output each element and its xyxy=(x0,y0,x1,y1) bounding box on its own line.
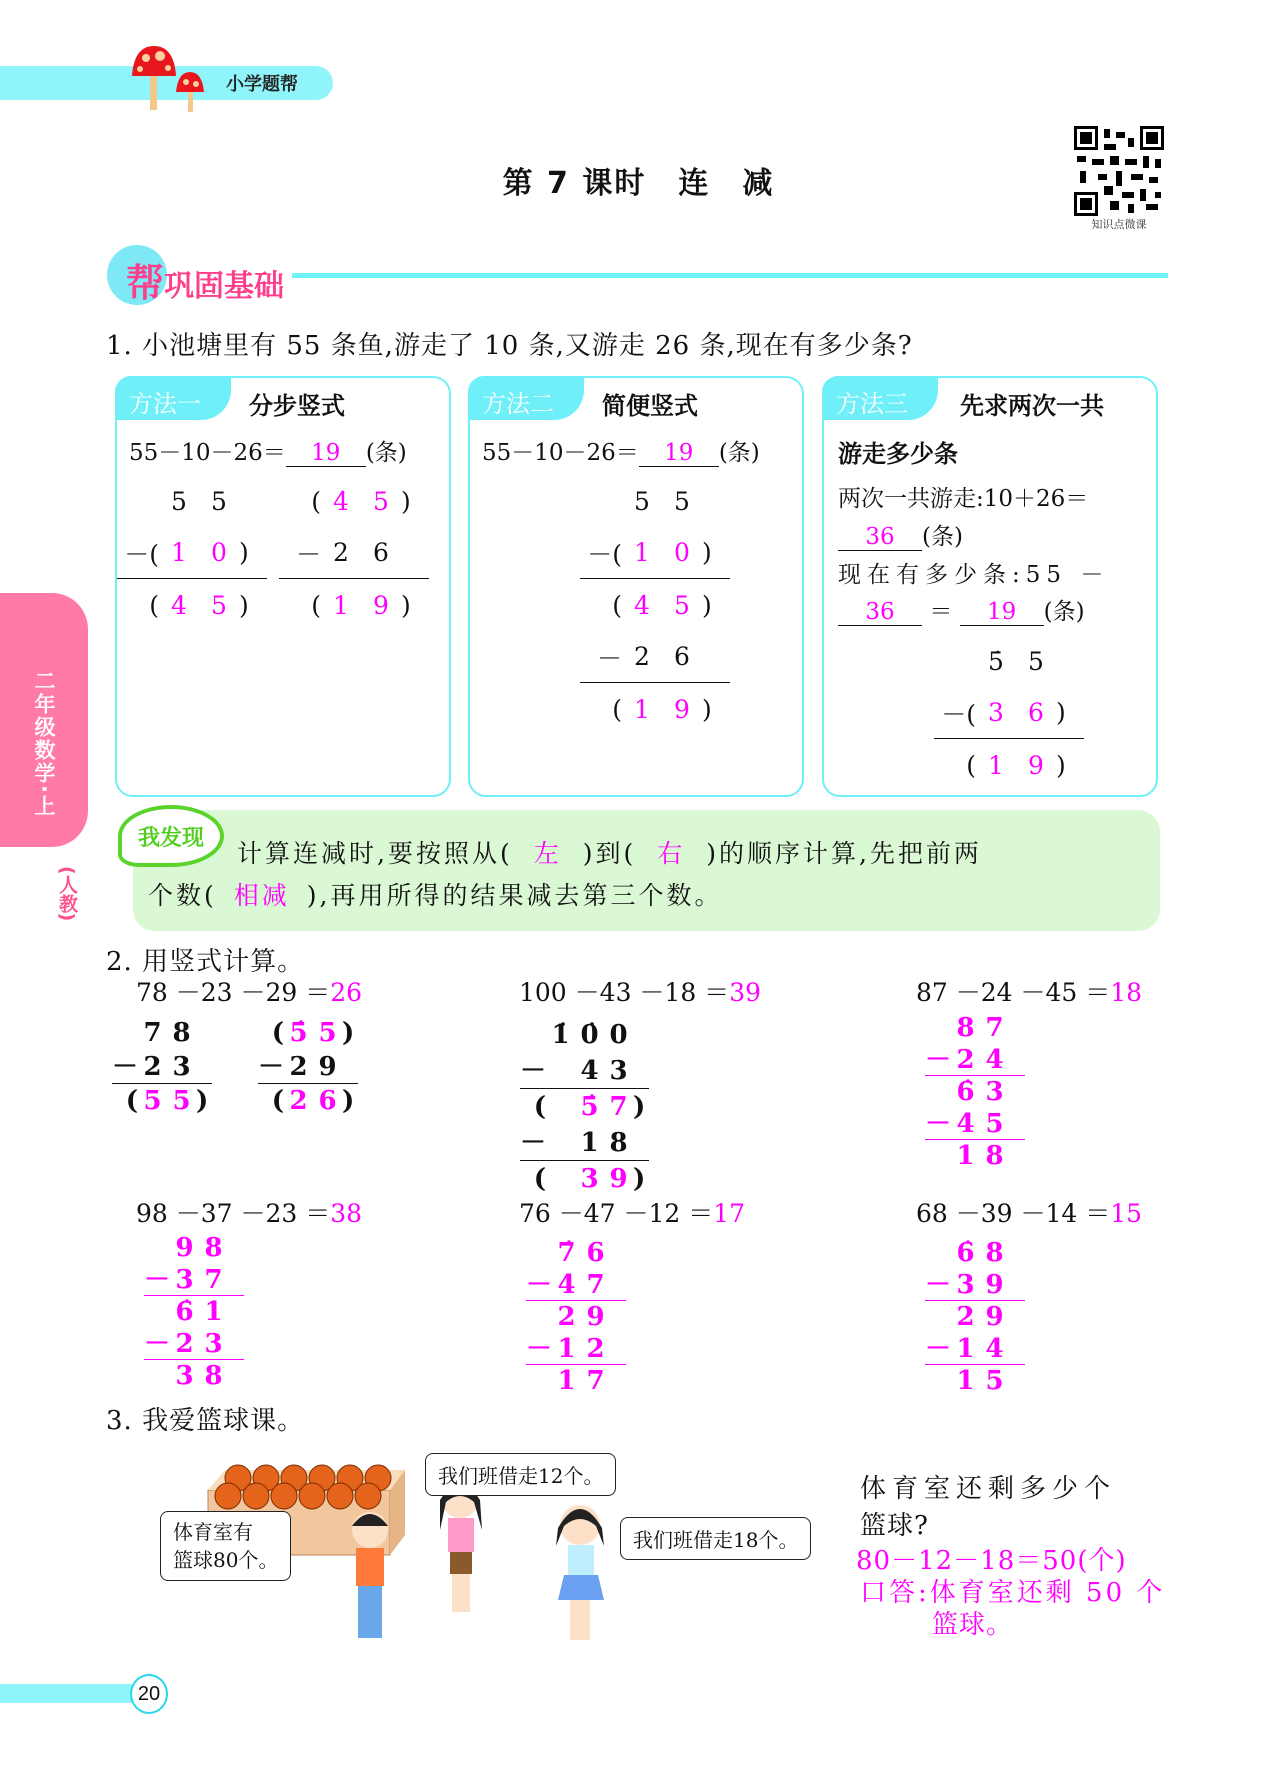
calc-digit-with-borrow-dot: 1̇ xyxy=(551,1020,570,1050)
calc-digit: 3 xyxy=(988,698,1004,727)
footer-bar xyxy=(0,1684,140,1703)
calc-symbol: ( xyxy=(533,1164,546,1194)
equation-text: 55－10－26＝ xyxy=(129,440,286,466)
calc-digit: 7 xyxy=(586,1366,605,1396)
calc-row xyxy=(925,1108,1025,1140)
calc-digit: 2 xyxy=(557,1302,576,1332)
calc-row xyxy=(580,527,730,579)
calc-row xyxy=(580,475,730,527)
calc-row xyxy=(144,1360,244,1392)
calc-digit: 7 xyxy=(609,1092,628,1122)
calc-row xyxy=(925,1365,1025,1397)
calc-symbol: － xyxy=(526,1333,553,1364)
calc-digit: 9 xyxy=(1028,750,1044,780)
calc-row xyxy=(925,1237,1025,1269)
calc-digit: 9 xyxy=(674,694,690,724)
calc-symbol: － xyxy=(144,1264,171,1295)
calc-digit: 5 xyxy=(1028,646,1044,676)
calc-symbol: ) xyxy=(239,590,249,620)
answer-blank: 19 xyxy=(639,440,719,467)
vertical-calc-1b xyxy=(279,475,429,631)
calc-row xyxy=(520,1053,649,1089)
vertical-calc-p1a xyxy=(112,1016,212,1118)
calc-row xyxy=(144,1328,244,1360)
expr: 76 －47 －12 ＝ xyxy=(519,1199,714,1228)
calc-row xyxy=(925,1301,1025,1333)
method-2-equation xyxy=(482,434,760,467)
method-1-equation xyxy=(129,434,407,467)
method-1-label: 分步竖式 xyxy=(249,392,345,420)
calc-row xyxy=(258,1016,358,1050)
calc-digit: 1 xyxy=(956,1333,975,1364)
calc-row xyxy=(258,1084,358,1118)
calc-symbol: ) xyxy=(342,1018,355,1048)
calc-digit: 1 xyxy=(988,750,1004,780)
calc-symbol: ( xyxy=(966,750,976,780)
calc-digit: 5 xyxy=(373,486,389,516)
calc-row xyxy=(934,739,1084,791)
calc-digit: 1 xyxy=(634,694,650,724)
girl-2-speech-bubble: 我们班借走18个。 xyxy=(620,1517,811,1560)
unit-text: (条) xyxy=(718,440,760,466)
calc-symbol: ) xyxy=(702,538,712,567)
calc-symbol: － xyxy=(520,1127,547,1158)
calc-digit: 4 xyxy=(580,1055,599,1086)
vertical-calc-2 xyxy=(580,475,730,735)
calc-symbol: ( xyxy=(311,486,321,516)
q3-question: 体育室还剩多少个 xyxy=(860,1474,1117,1504)
method-3-line-1-answer xyxy=(838,518,963,551)
calc-symbol: ( xyxy=(149,590,159,620)
section-badge-char: 帮 xyxy=(126,261,165,305)
answer: 17 xyxy=(713,1199,746,1228)
method-3-line-2: 现在有多少条:55 － xyxy=(838,562,1110,588)
calc-row xyxy=(144,1232,244,1264)
calc-digit: 9 xyxy=(985,1302,1004,1332)
calc-digit: 1 xyxy=(634,538,650,567)
bubble-line: 体育室有 xyxy=(173,1520,253,1544)
calc-digit: 2 xyxy=(586,1333,605,1364)
expr: 87 －24 －45 ＝ xyxy=(916,978,1111,1007)
calc-digit: 1 xyxy=(557,1366,576,1396)
calc-digit: 2 xyxy=(289,1086,308,1116)
calc-row xyxy=(925,1044,1025,1076)
calc-row xyxy=(279,579,429,631)
calc-digit: 5 xyxy=(171,486,187,516)
calc-digit: 3 xyxy=(609,1055,628,1086)
calc-symbol: － xyxy=(144,1328,171,1359)
problem-4 xyxy=(136,1200,362,1228)
calc-symbol: ) xyxy=(633,1092,646,1122)
calc-digit: 7 xyxy=(985,1013,1004,1043)
calc-row xyxy=(526,1237,626,1269)
calc-row xyxy=(112,1050,212,1084)
mushroom-logo-icon xyxy=(128,42,218,114)
calc-symbol: － xyxy=(925,1044,952,1075)
calc-row xyxy=(117,527,267,579)
section-title-text: 巩固基础 xyxy=(164,269,285,304)
answer-right: 右 xyxy=(657,839,686,868)
calc-digit: 5 xyxy=(143,1086,162,1116)
problem-2 xyxy=(519,979,761,1007)
calc-row xyxy=(526,1333,626,1365)
calc-digit: 7 xyxy=(204,1264,223,1295)
calc-row xyxy=(144,1264,244,1296)
method-3-box xyxy=(822,376,1158,797)
text: ),再用所得的结果减去第三个数。 xyxy=(306,881,723,910)
calc-digit-with-borrow-dot: 4̇ xyxy=(634,590,650,620)
discover-badge: 我发现 xyxy=(118,805,224,867)
calc-row xyxy=(925,1140,1025,1172)
calc-digit: 6 xyxy=(586,1238,605,1268)
vertical-calc-p3 xyxy=(925,1012,1025,1172)
calc-digit: 8 xyxy=(956,1013,975,1043)
calc-digit: 9 xyxy=(318,1051,337,1082)
calc-digit: 5 xyxy=(211,486,227,516)
calc-row xyxy=(112,1016,212,1050)
answer: 39 xyxy=(729,978,761,1007)
unit-text: (条) xyxy=(1043,599,1085,625)
calc-digit: 9 xyxy=(175,1233,194,1263)
calc-symbol: － xyxy=(925,1333,952,1364)
vertical-calc-p1b xyxy=(258,1016,358,1118)
calc-symbol: ( xyxy=(533,1092,546,1122)
calc-digit: 3 xyxy=(580,1164,599,1194)
method-1-tab: 方法一 xyxy=(115,376,231,420)
discover-line-1 xyxy=(237,834,982,870)
calc-digit-with-borrow-dot: 6̇ xyxy=(175,1297,194,1327)
calc-digit-with-borrow-dot: 6̇ xyxy=(956,1238,975,1268)
calc-digit: 8 xyxy=(204,1361,223,1391)
calc-digit: 5 xyxy=(985,1108,1004,1139)
calc-row xyxy=(925,1269,1025,1301)
calc-symbol: －( xyxy=(124,539,159,569)
calc-digit: 1 xyxy=(204,1297,223,1327)
calc-symbol: ) xyxy=(401,486,411,516)
q3-answer: 口答:体育室还剩 50 个 xyxy=(860,1578,1166,1608)
calc-digit: 7 xyxy=(586,1269,605,1300)
calc-row xyxy=(925,1076,1025,1108)
calc-digit-with-borrow-dot: 5̇ xyxy=(289,1018,308,1048)
calc-digit: 8 xyxy=(204,1233,223,1263)
calc-digit: 3 xyxy=(985,1077,1004,1107)
calc-row xyxy=(580,683,730,735)
calc-digit: 0 xyxy=(211,538,227,567)
expr: 100 －43 －18 ＝ xyxy=(519,978,730,1007)
qr-caption: 知识点微课 xyxy=(1091,218,1147,231)
calc-row xyxy=(526,1301,626,1333)
calc-digit: 3 xyxy=(956,1269,975,1300)
page-number: 20 xyxy=(130,1674,168,1714)
text: 计算连减时,要按照从( xyxy=(237,839,513,868)
calc-digit: 8 xyxy=(985,1141,1004,1171)
calc-digit: 5 xyxy=(674,590,690,620)
calc-symbol: － xyxy=(925,1269,952,1300)
problem-6 xyxy=(916,1200,1142,1228)
calc-row xyxy=(117,579,267,631)
calc-symbol: － xyxy=(925,1108,952,1139)
text: 个数( xyxy=(148,881,217,910)
problem-5 xyxy=(519,1200,745,1228)
calc-digit: 8 xyxy=(172,1018,191,1048)
calc-digit: 4 xyxy=(985,1333,1004,1364)
calc-row xyxy=(925,1012,1025,1044)
calc-row xyxy=(580,631,730,683)
calc-digit: 8 xyxy=(985,1238,1004,1268)
calc-digit: 4 xyxy=(557,1269,576,1300)
calc-row xyxy=(144,1296,244,1328)
side-tab-edition: (人教) xyxy=(56,866,78,922)
calc-symbol: ) xyxy=(401,590,411,620)
calc-digit: 8 xyxy=(609,1127,628,1158)
method-3-line-1: 两次一共游走:10＋26＝ xyxy=(838,486,1089,512)
method-2-box xyxy=(468,376,804,797)
question-2-title: 2. 用竖式计算。 xyxy=(106,947,305,977)
calc-digit-with-borrow-dot: 6̇ xyxy=(956,1077,975,1107)
calc-digit: 6 xyxy=(1028,698,1044,727)
calc-digit: 3 xyxy=(175,1361,194,1391)
calc-symbol: ) xyxy=(239,538,249,567)
method-3-tab: 方法三 xyxy=(822,376,938,420)
method-3-label: 先求两次一共 xyxy=(960,392,1104,420)
calc-row xyxy=(279,475,429,527)
calc-symbol: ) xyxy=(702,590,712,620)
method-3-label-2: 游走多少条 xyxy=(838,440,958,468)
vertical-calc-p5 xyxy=(526,1237,626,1397)
calc-digit: 5 xyxy=(674,486,690,516)
calc-symbol: ) xyxy=(342,1086,355,1116)
calc-symbol: － xyxy=(520,1055,547,1086)
calc-digit: 9 xyxy=(586,1302,605,1332)
calc-symbol: － xyxy=(526,1269,553,1300)
calc-symbol: ( xyxy=(271,1018,284,1048)
unit-text: (条) xyxy=(922,524,963,550)
section-title xyxy=(126,252,284,307)
calc-digit-with-borrow-dot: 5̇ xyxy=(580,1092,599,1122)
calc-digit: 6 xyxy=(318,1086,337,1116)
text: )的顺序计算,先把前两 xyxy=(706,839,982,868)
answer: 38 xyxy=(330,1199,363,1228)
calc-symbol: － xyxy=(596,643,622,673)
calc-digit: 1 xyxy=(333,590,349,620)
calc-digit: 2 xyxy=(175,1328,194,1359)
calc-row xyxy=(580,579,730,631)
vertical-calc-3 xyxy=(934,635,1084,791)
unit-text: (条) xyxy=(365,440,407,466)
calc-row xyxy=(520,1017,649,1053)
answer-subtract: 相减 xyxy=(233,881,290,910)
calc-digit: 9 xyxy=(609,1164,628,1194)
page-title: 第 7 课时 连 减 xyxy=(502,166,775,201)
calc-row xyxy=(520,1161,649,1197)
calc-symbol: ( xyxy=(311,590,321,620)
answer: 18 xyxy=(1110,978,1143,1007)
calc-row xyxy=(925,1333,1025,1365)
section-divider xyxy=(292,273,1168,278)
answer-blank: 19 xyxy=(286,440,366,467)
calc-digit: 1 xyxy=(171,538,187,567)
calc-row xyxy=(934,687,1084,739)
calc-digit: 5 xyxy=(318,1018,337,1048)
equals-sign: ＝ xyxy=(929,599,953,625)
calc-row xyxy=(526,1269,626,1301)
calc-digit: 7 xyxy=(143,1018,162,1048)
calc-digit: 5 xyxy=(634,486,650,516)
calc-digit-with-borrow-dot: 4̇ xyxy=(333,486,349,516)
discover-box xyxy=(133,810,1160,931)
answer-blank: 36 xyxy=(838,599,922,626)
calc-row xyxy=(117,475,267,527)
calc-digit: 5 xyxy=(985,1366,1004,1396)
girl-1-speech-bubble: 我们班借走12个。 xyxy=(425,1453,616,1496)
calc-digit: 0 xyxy=(674,538,690,567)
calc-digit: 2 xyxy=(333,538,349,567)
calc-row xyxy=(520,1125,649,1161)
calc-symbol: － xyxy=(295,539,321,569)
calc-digit: 2 xyxy=(143,1051,162,1082)
calc-symbol: ( xyxy=(271,1086,284,1116)
vertical-calc-p2 xyxy=(520,1017,649,1197)
calc-symbol: ( xyxy=(612,590,622,620)
method-1-box xyxy=(115,376,451,797)
calc-digit: 1 xyxy=(580,1127,599,1158)
calc-row xyxy=(520,1089,649,1125)
calc-digit: 9 xyxy=(373,590,389,620)
calc-symbol: ) xyxy=(196,1086,209,1116)
calc-symbol: ( xyxy=(612,694,622,724)
vertical-calc-p4 xyxy=(144,1232,244,1392)
calc-digit: 4 xyxy=(985,1044,1004,1075)
calc-row xyxy=(279,527,429,579)
calc-digit: 4 xyxy=(956,1108,975,1139)
girl-2-figure-icon xyxy=(556,1505,604,1640)
answer: 26 xyxy=(330,978,363,1007)
calc-symbol: － xyxy=(112,1051,139,1082)
calc-digit: 3 xyxy=(172,1051,191,1082)
answer: 15 xyxy=(1110,1199,1143,1228)
calc-digit: 5 xyxy=(172,1086,191,1116)
q3-answer-2: 篮球。 xyxy=(932,1610,1014,1640)
calc-digit: 2 xyxy=(956,1044,975,1075)
calc-row xyxy=(112,1084,212,1118)
calc-digit-with-borrow-dot: 5̇ xyxy=(988,646,1004,676)
expr: 68 －39 －14 ＝ xyxy=(916,1199,1111,1228)
q3-solution: 80－12－18＝50(个) xyxy=(856,1546,1127,1576)
qr-code-icon[interactable] xyxy=(1074,126,1164,216)
vertical-calc-1a xyxy=(117,475,267,631)
calc-symbol: ) xyxy=(633,1164,646,1194)
calc-digit: 1 xyxy=(557,1333,576,1364)
expr: 78 －23 －29 ＝ xyxy=(136,978,331,1007)
q3-question-2: 篮球? xyxy=(860,1511,929,1541)
bubble-line: 篮球80个。 xyxy=(173,1548,279,1572)
calc-digit: 2 xyxy=(634,642,650,671)
problem-1 xyxy=(136,979,362,1007)
calc-digit: 3 xyxy=(204,1328,223,1359)
calc-symbol: ( xyxy=(125,1086,138,1116)
calc-symbol: －( xyxy=(587,539,622,569)
problem-3 xyxy=(916,979,1142,1007)
calc-symbol: － xyxy=(258,1051,285,1082)
answer-left: 左 xyxy=(533,839,562,868)
expr: 98 －37 －23 ＝ xyxy=(136,1199,331,1228)
boy-speech-bubble xyxy=(160,1511,291,1581)
calc-digit: 4 xyxy=(171,590,187,620)
girl-1-figure-icon xyxy=(440,1482,482,1612)
calc-row xyxy=(934,635,1084,687)
calc-symbol: ) xyxy=(702,694,712,724)
method-2-label: 简便竖式 xyxy=(602,392,698,420)
calc-digit: 9 xyxy=(985,1269,1004,1300)
calc-row xyxy=(526,1365,626,1397)
calc-digit: 3 xyxy=(175,1264,194,1295)
calc-digit: 2 xyxy=(956,1302,975,1332)
calc-digit-with-borrow-dot: 0̇ xyxy=(580,1020,599,1050)
calc-row xyxy=(258,1050,358,1084)
answer-blank: 36 xyxy=(838,524,922,551)
calc-symbol: －( xyxy=(941,699,976,729)
answer-blank: 19 xyxy=(960,599,1044,626)
boy-figure-icon xyxy=(352,1512,388,1638)
calc-digit: 1 xyxy=(956,1366,975,1396)
discover-line-2 xyxy=(148,876,722,912)
calc-digit: 5 xyxy=(211,590,227,620)
calc-digit: 6 xyxy=(373,538,389,567)
vertical-calc-p6 xyxy=(925,1237,1025,1397)
question-1-text: 1. 小池塘里有 55 条鱼,游走了 10 条,又游走 26 条,现在有多少条? xyxy=(106,331,913,361)
calc-digit: 1 xyxy=(956,1141,975,1171)
question-3-title: 3. 我爱篮球课。 xyxy=(106,1406,305,1436)
method-3-line-2-answer xyxy=(838,593,1085,626)
calc-symbol: ) xyxy=(1056,698,1066,727)
calc-digit: 0 xyxy=(609,1020,628,1050)
equation-text: 55－10－26＝ xyxy=(482,440,639,466)
text: )到( xyxy=(582,839,637,868)
side-tab-grade: 二年级数学·上 xyxy=(0,593,88,847)
brand-name: 小学题帮 xyxy=(226,74,298,95)
calc-symbol: ) xyxy=(1056,750,1066,780)
calc-digit: 2 xyxy=(289,1051,308,1082)
calc-digit-with-borrow-dot: 7̇ xyxy=(557,1238,576,1268)
method-2-tab: 方法二 xyxy=(468,376,584,420)
calc-digit: 6 xyxy=(674,642,690,671)
